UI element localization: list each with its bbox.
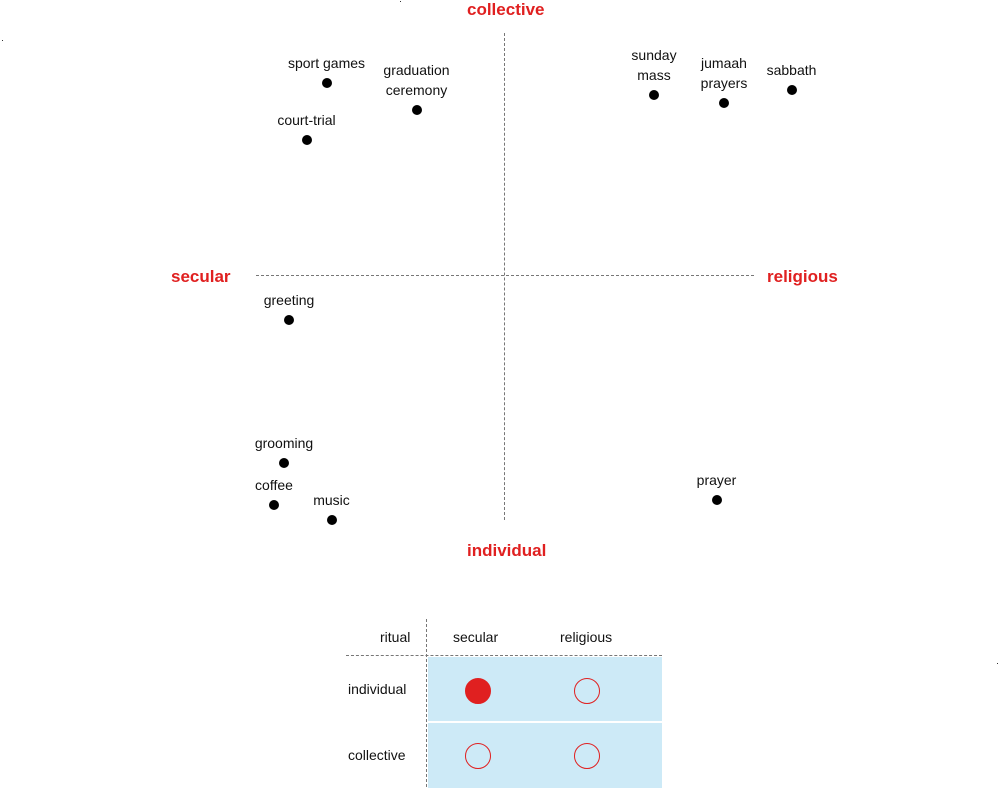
- point-dot-graduation-ceremony: [412, 105, 422, 115]
- marker-collective-secular: [465, 743, 491, 769]
- point-label-line: court-trial: [277, 112, 336, 128]
- table-column-header-secular: secular: [453, 629, 499, 645]
- point-label-sabbath: [767, 60, 817, 80]
- point-dot-sunday-mass: [649, 90, 659, 100]
- point-label-prayer: [697, 470, 737, 490]
- point-label-line: greeting: [263, 292, 315, 308]
- table-cell-separator: [428, 721, 662, 723]
- point-label-court-trial: [277, 110, 335, 130]
- table-corner-label: ritual: [380, 629, 411, 645]
- point-dot-jumaah-prayers: [719, 98, 729, 108]
- marker-collective-religious: [574, 743, 600, 769]
- point-dot-music: [327, 515, 337, 525]
- point-label-line: coffee: [255, 477, 293, 493]
- point-label-sport-games: [288, 53, 365, 73]
- point-label-music: [313, 490, 350, 510]
- table-header-divider: [346, 655, 662, 656]
- point-dot-court-trial: [302, 135, 312, 145]
- point-dot-sabbath: [787, 85, 797, 95]
- ritual-matrix-table: [340, 615, 670, 789]
- point-label-line: prayers: [700, 74, 748, 91]
- point-label-grooming: [255, 433, 313, 453]
- axis-label-individual: individual: [467, 541, 547, 560]
- point-label-line: sport games: [287, 54, 366, 71]
- point-label-jumaah-prayers: [701, 53, 748, 93]
- point-label-line: sunday: [631, 47, 677, 63]
- point-label-line: mass: [637, 67, 671, 83]
- table-row-divider: [426, 619, 427, 787]
- table-row-label-individual: individual: [348, 681, 407, 697]
- stray-speck: [400, 1, 401, 2]
- point-label-line: ceremony: [385, 82, 448, 98]
- point-label-line: jumaah: [701, 54, 747, 71]
- point-label-greeting: [264, 290, 315, 310]
- stray-speck: [2, 40, 3, 41]
- point-label-line: prayer: [696, 472, 737, 488]
- axis-label-secular: secular: [171, 267, 231, 286]
- point-label-coffee: [255, 475, 293, 495]
- point-label-line: graduation: [383, 62, 450, 78]
- point-label-line: music: [313, 492, 350, 508]
- marker-individual-religious: [574, 678, 600, 704]
- point-dot-prayer: [712, 495, 722, 505]
- point-label-line: grooming: [254, 434, 314, 451]
- table-column-header-religious: religious: [560, 629, 613, 645]
- table-row-label-collective: collective: [348, 747, 406, 763]
- point-dot-grooming: [279, 458, 289, 468]
- axis-label-collective: collective: [467, 0, 545, 19]
- point-dot-sport-games: [322, 78, 332, 88]
- marker-individual-secular: [465, 678, 491, 704]
- axis-label-religious: religious: [767, 267, 838, 286]
- point-dot-greeting: [284, 315, 294, 325]
- point-label-line: sabbath: [766, 62, 817, 78]
- stray-speck: [997, 663, 998, 664]
- point-label-graduation-ceremony: [383, 60, 449, 100]
- point-label-sunday-mass: [631, 45, 676, 85]
- point-dot-coffee: [269, 500, 279, 510]
